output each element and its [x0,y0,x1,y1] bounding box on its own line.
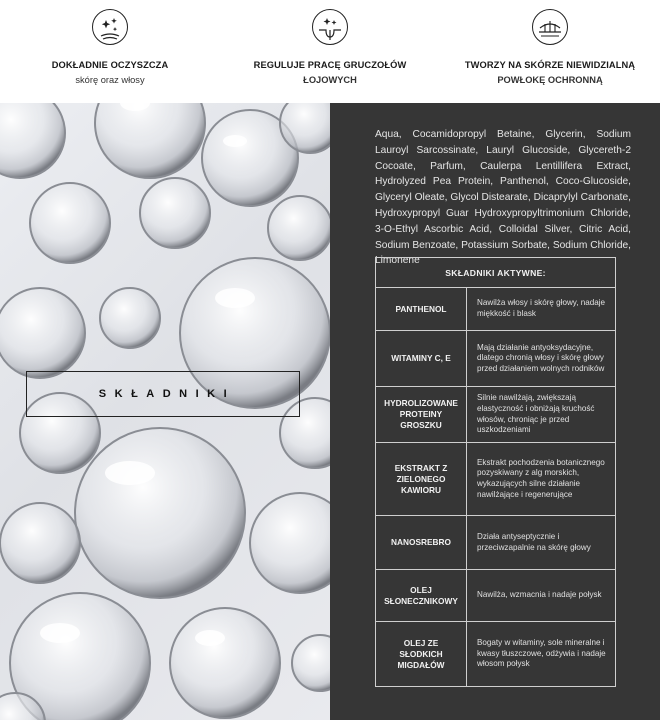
table-row [376,622,615,686]
hair-shield-icon [532,9,568,45]
ingredient-desc: Mają działanie antyoksydacyjne, dlatego chronią włosy i skórę głowy przed działaniem wolnych rodników [477,342,605,373]
feature-subtitle: POWŁOKĘ OCHRONNĄ [497,75,603,85]
ingredient-name: OLEJ SŁONECZNIKOWY [376,570,467,621]
table-row [376,516,615,570]
ingredients-list: Aqua, Cocamidopropyl Betaine, Glycerin, Sodium Lauroyl Sarcossinate, Lauryl Glucoside, Glycereth-2 Cocoate, Parfum, Caulerpa Lentillifera Extract, Hydrolyzed Pea Protein, Panthenol, Coco-Glucoside, Glyceryl Oleate, Glycol Distearate, Dicaprylyl Carbonate, Hydroxypropyl Guar Hydroxypropyltrimonium Chloride, 3-O-Ethyl Ascorbic Acid, Colloidal Silver, Citric Acid, Sodium Benzoate, Potassium Sorbate, Sodium Chloride, Limonene [375,129,631,267]
table-header: SKŁADNIKI AKTYWNE: [376,258,615,288]
ingredient-name: OLEJ ZE SŁODKICH MIGDAŁÓW [376,622,467,686]
bubbles-photo [0,103,330,720]
feature-title: TWORZY NA SKÓRZE NIEWIDZIALNĄ [464,60,636,70]
ingredient-desc: Nawilża, wzmacnia i nadaje połysk [477,590,602,600]
table-row [376,331,615,387]
ingredients-panel [330,103,660,720]
ingredient-desc: Nawilża włosy i skórę głowy, nadaje miękkość i blask [477,298,606,318]
ingredient-name: WITAMINY C, E [376,331,467,386]
ingredient-desc: Silnie nawilżają, zwiększają elastyczność i obniżają kruchość włosów, chroniąc je przed uszkodzeniami [477,393,595,435]
feature-subtitle: ŁOJOWYCH [303,75,357,85]
ingredient-desc: Bogaty w witaminy, sole mineralne i kwasy tłuszczowe, odżywia i nadaje włosom połysk [477,638,606,669]
gland-sparkle-icon [312,9,348,45]
feature-strip [0,0,660,103]
ingredient-desc: Ekstrakt pochodzenia botanicznego pozyskiwany z alg morskich, wykazujących silne działanie nawilżające i regenerujące [477,457,605,499]
ingredient-name: HYDROLIZOWANE PROTEINY GROSZKU [376,387,467,442]
table-row [376,387,615,443]
ingredients-label-box [26,371,300,417]
table-row [376,288,615,331]
feature-subtitle: skórę oraz włosy [75,75,145,85]
table-row [376,570,615,622]
sparkle-scalp-icon [92,9,128,45]
active-ingredients-table [375,257,616,687]
ingredient-name: NANOSREBRO [376,516,467,569]
feature-title: REGULUJE PRACĘ GRUCZOŁÓW [253,60,407,70]
ingredients-label: SKŁADNIKI [98,388,236,400]
table-row [376,443,615,516]
ingredient-desc: Działa antyseptycznie i przeciwzapalnie na skórę głowy [477,531,591,552]
ingredient-name: PANTHENOL [376,288,467,330]
ingredient-name: EKSTRAKT Z ZIELONEGO KAWIORU [376,443,467,515]
feature-title: DOKŁADNIE OCZYSZCZA [51,60,169,70]
